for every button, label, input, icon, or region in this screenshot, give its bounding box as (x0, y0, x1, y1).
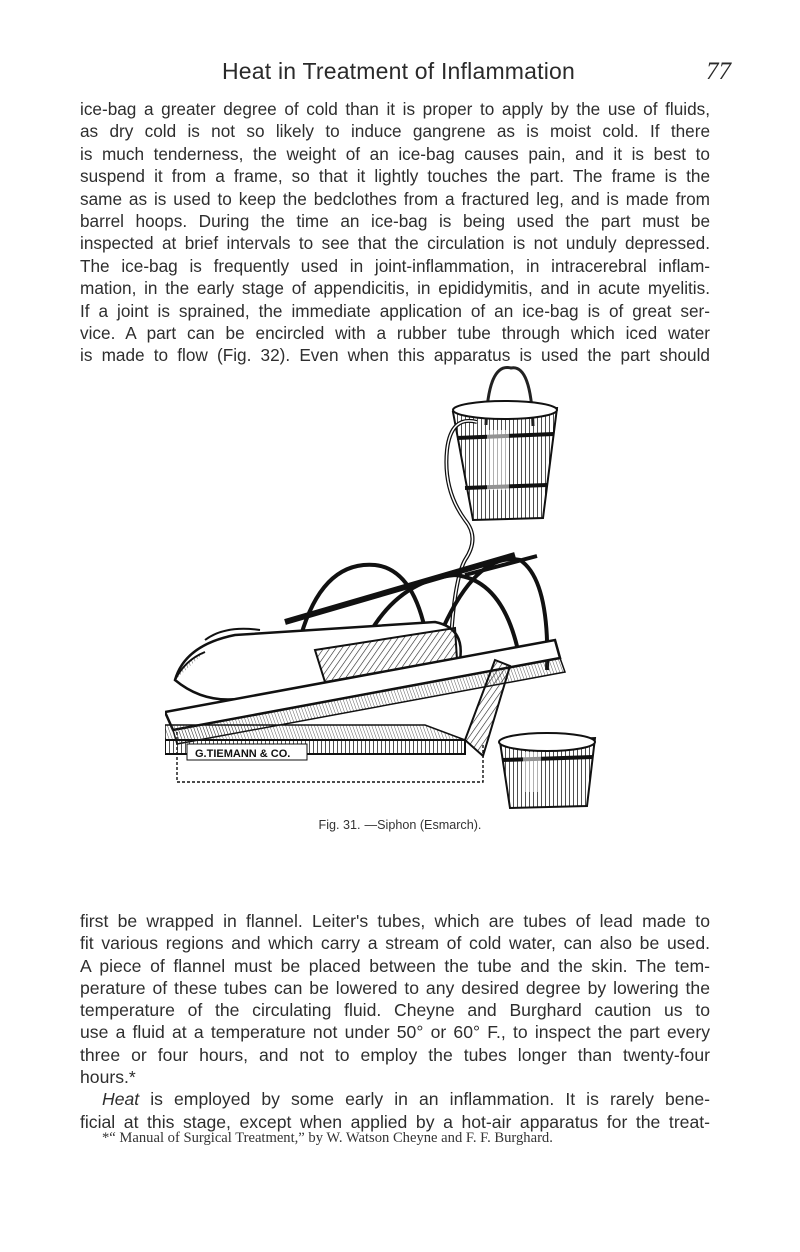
text-line: vice. A part can be encircled with a rubber tube through which iced water (80, 323, 710, 344)
text-line: ice-bag a greater degree of cold than it is proper to apply by the use of fluids, (80, 99, 710, 119)
text-line: inspected at brief intervals to see that the circulation is not unduly depressed. (80, 233, 710, 254)
text-line: A piece of flannel must be placed between the tube and the skin. The tem- (80, 955, 710, 976)
footnote: *“ Manual of Surgical Treatment,” by W. Watson Cheyne and F. F. Burghard. (102, 1130, 553, 1146)
siphon-engraving (165, 360, 605, 810)
text-line: three or four hours, and not to employ the tubes longer than twenty-four (80, 1044, 710, 1065)
maker-plate (187, 744, 307, 760)
caption-number: Fig. 31. (318, 818, 361, 832)
text-line: temperature of the circulating fluid. Cheyne and Burghard caution us to (80, 1000, 710, 1021)
text-line: mation, in the early stage of appendicitis, in epididymitis, and in acute myelitis. (80, 278, 710, 299)
caption-text: —Siphon (Esmarch). (364, 818, 482, 832)
text-line: hours.* (80, 1067, 136, 1088)
figure-caption (0, 818, 800, 832)
italic-heat-word: Heat (102, 1089, 140, 1110)
paragraph-ice-bag (80, 98, 710, 367)
running-head (0, 58, 800, 94)
page-number: 77 (706, 58, 731, 85)
figure-siphon-illustration (165, 360, 605, 810)
text-line: as dry cold is not so likely to induce gangrene as is moist cold. If there (80, 121, 710, 142)
text-line: ficial at this stage, except when applied by a hot-air apparatus for the treat- (80, 1111, 710, 1132)
text-line: same as is used to keep the bedclothes from a fractured leg, and is made from (80, 188, 710, 209)
text-line: fit various regions and which carry a stream of cold water, can also be used. (80, 933, 710, 954)
text-line: barrel hoops. During the time an ice-bag is being used the part must be (80, 211, 710, 232)
lower-bucket (499, 733, 595, 808)
upper-bucket (453, 367, 557, 520)
heat-line-rest: is employed by some early in an inflammation. It is rarely bene- (139, 1089, 710, 1110)
text-line: The ice-bag is frequently used in joint-inflammation, in intracerebral inflam- (80, 255, 710, 276)
running-title: Heat in Treatment of Inflammation (222, 58, 576, 84)
text-line: If a joint is sprained, the immediate application of an ice-bag is of great ser- (80, 300, 710, 321)
maker-label: G.TIEMANN & CO. (195, 748, 291, 760)
text-line: perature of these tubes can be lowered to any desired degree by lowering the (80, 977, 710, 998)
text-line: first be wrapped in flannel. Leiter's tubes, which are tubes of lead made to (80, 911, 710, 931)
text-line: use a fluid at a temperature not under 50° or 60° F., to inspect the part every (80, 1022, 710, 1043)
paragraph-flannel-and-heat (80, 910, 710, 1133)
text-line: is made to flow (Fig. 32). Even when this apparatus is used the part should (80, 345, 710, 366)
text-line: is much tenderness, the weight of an ice-bag causes pain, and it is best to (80, 143, 710, 164)
text-line: suspend it from a frame, so that it lightly touches the part. The frame is the (80, 166, 710, 187)
text-line-heat (80, 1088, 710, 1110)
